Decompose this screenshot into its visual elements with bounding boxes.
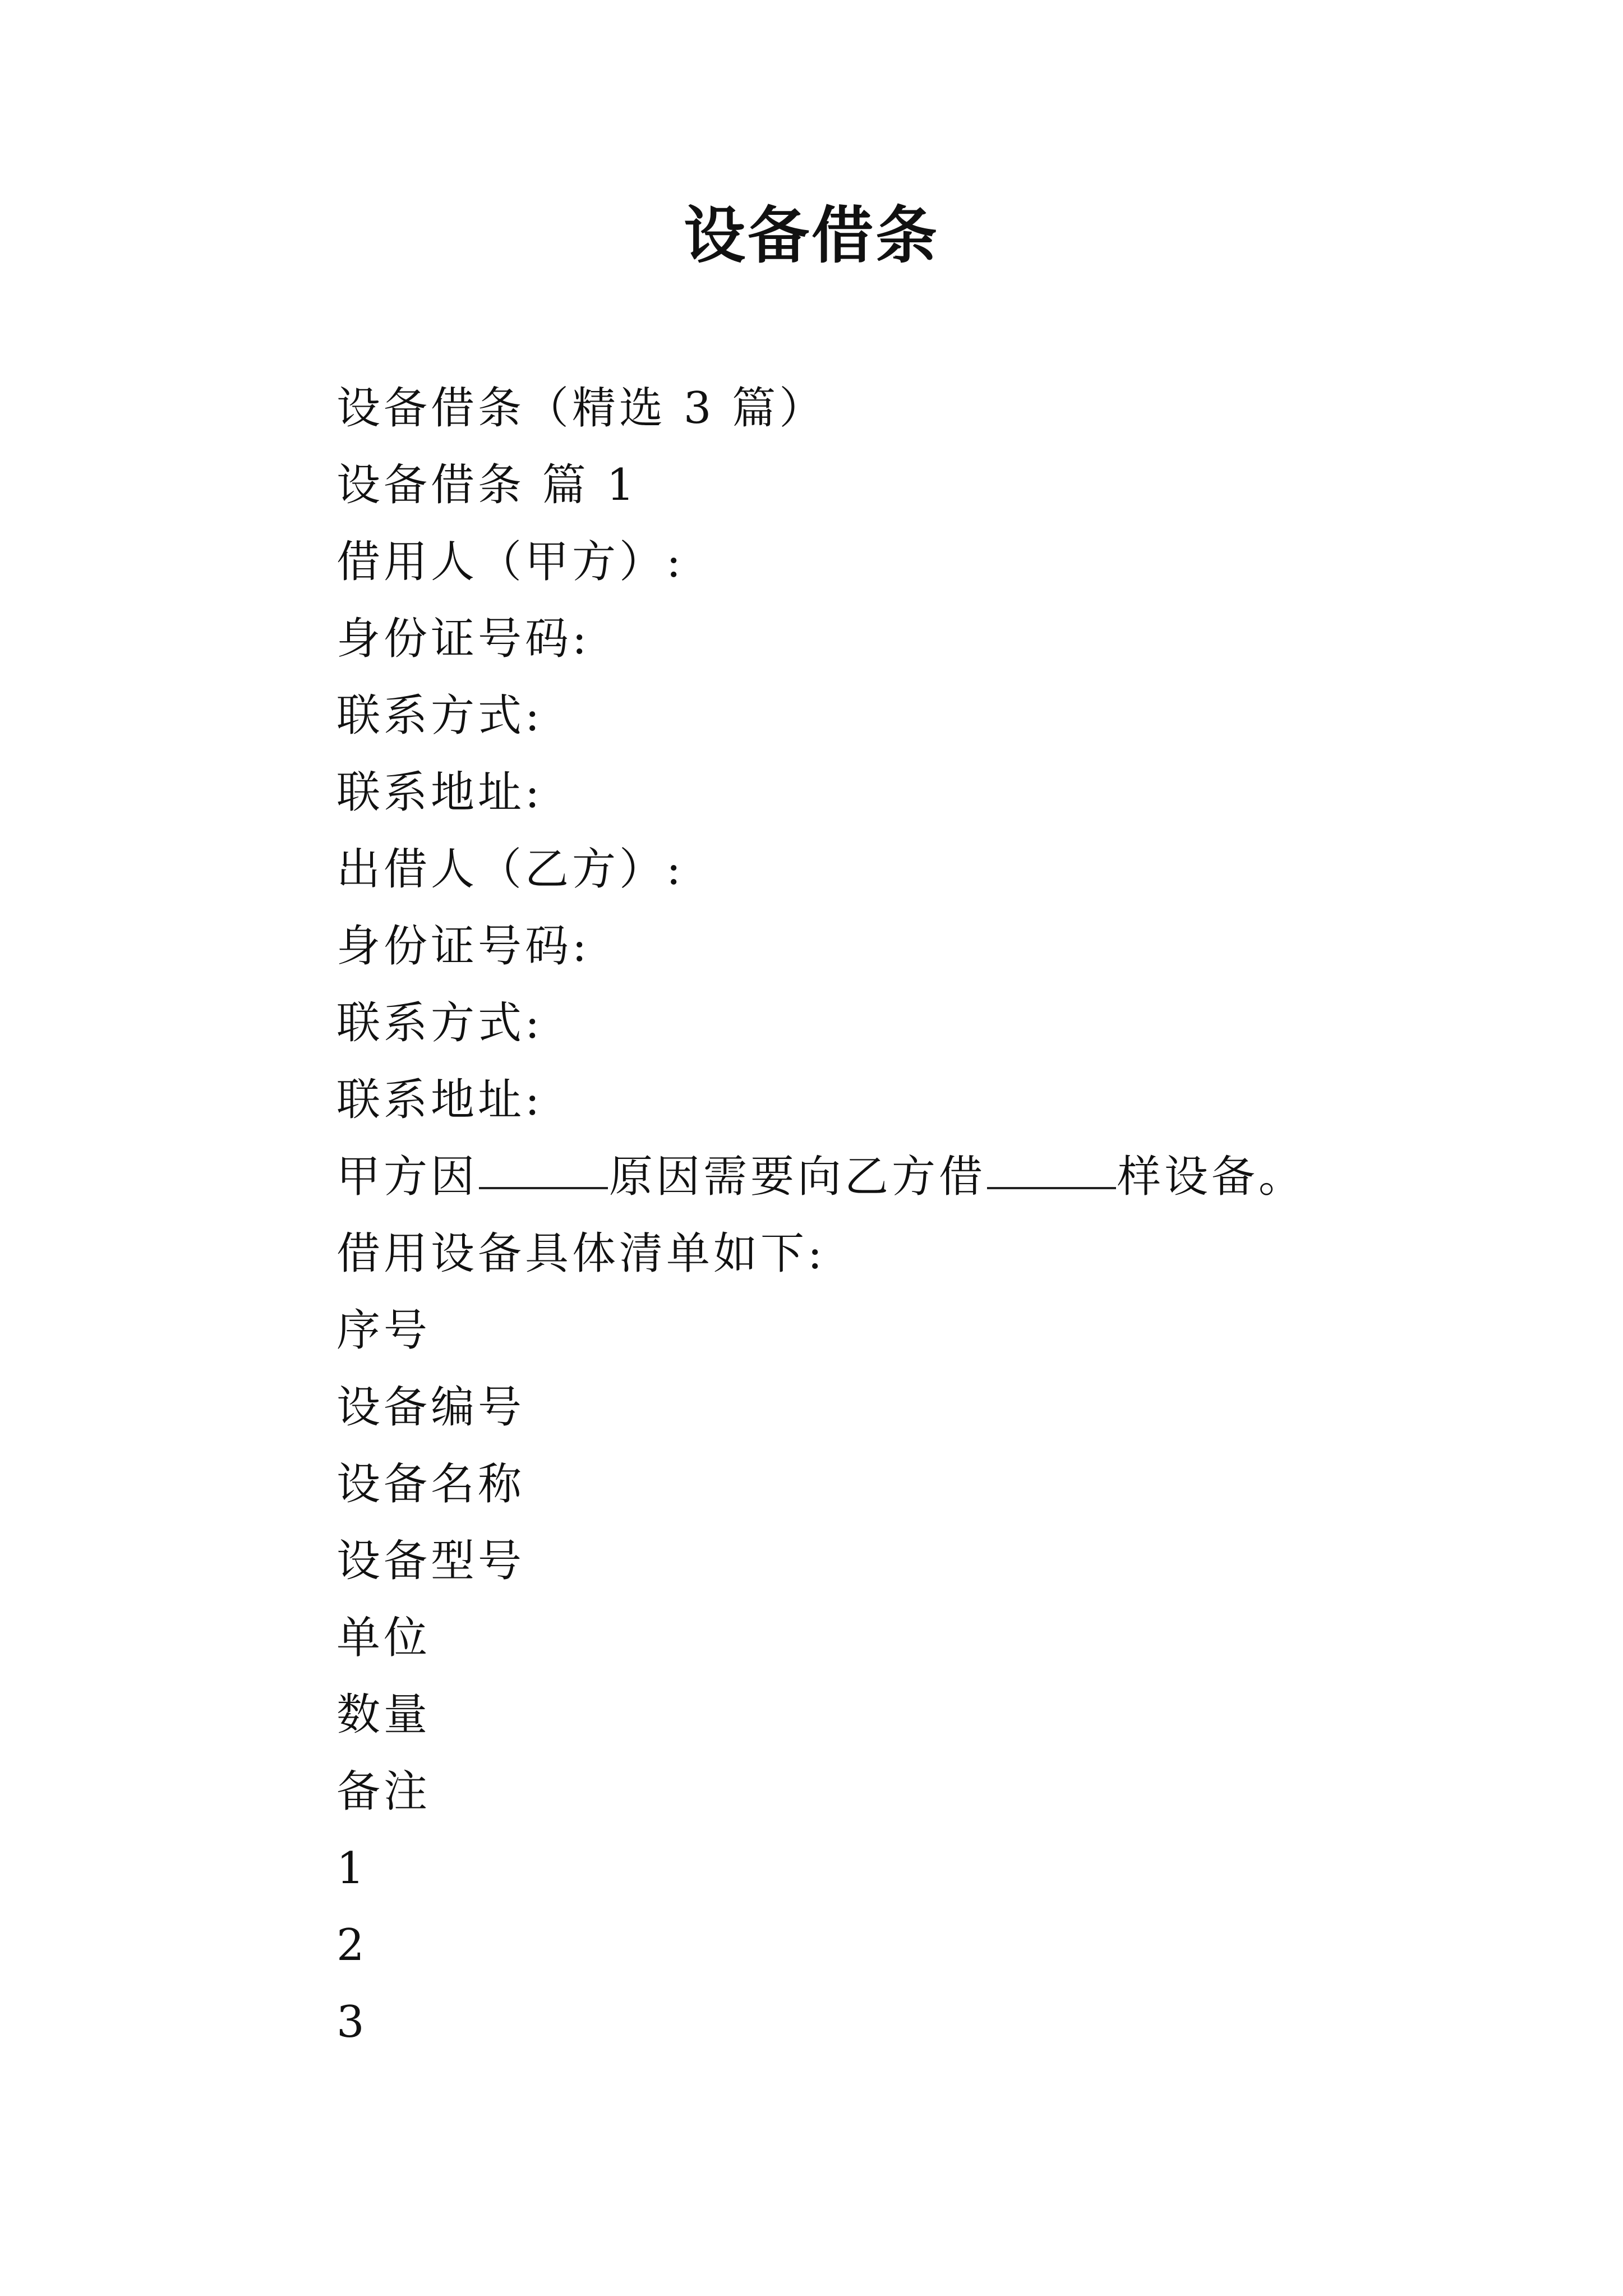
borrower-id-label: 身份证号码: <box>336 614 591 664</box>
subtitle-line: 设备借条（精选 3 篇） <box>336 383 827 434</box>
lender-id-label: 身份证号码: <box>336 921 591 972</box>
lender-label: 出借人（乙方）: <box>336 844 685 895</box>
borrower-label: 借用人（甲方）: <box>336 537 685 587</box>
column-equipment-name: 设备名称 <box>336 1459 525 1510</box>
column-equipment-model: 设备型号 <box>336 1536 525 1586</box>
column-unit: 单位 <box>336 1613 431 1663</box>
column-equipment-code: 设备编号 <box>336 1382 525 1433</box>
reason-sentence <box>336 1139 1514 1216</box>
lender-contact-label: 联系方式: <box>336 998 543 1048</box>
row-number-2: 2 <box>336 1920 368 1971</box>
row-number-3: 3 <box>336 1997 368 2047</box>
column-quantity: 数量 <box>336 1690 431 1740</box>
reason-part-2: 原因需要向乙方借 <box>609 1152 986 1202</box>
column-remarks: 备注 <box>336 1766 431 1817</box>
row-number-1: 1 <box>336 1843 368 1894</box>
reason-part-3: 样设备。 <box>1117 1152 1306 1202</box>
borrower-contact-label: 联系方式: <box>336 691 543 741</box>
section-heading: 设备借条 篇 1 <box>336 460 638 510</box>
list-intro: 借用设备具体清单如下: <box>336 1228 826 1279</box>
document-body <box>336 370 1514 2061</box>
column-serial-number: 序号 <box>336 1305 431 1356</box>
lender-address-label: 联系地址: <box>336 1075 543 1125</box>
borrower-address-label: 联系地址: <box>336 767 543 818</box>
quantity-blank <box>987 1143 1116 1189</box>
document-title: 设备借条 <box>684 199 939 272</box>
reason-blank <box>479 1143 608 1189</box>
reason-part-1: 甲方因 <box>336 1152 478 1202</box>
